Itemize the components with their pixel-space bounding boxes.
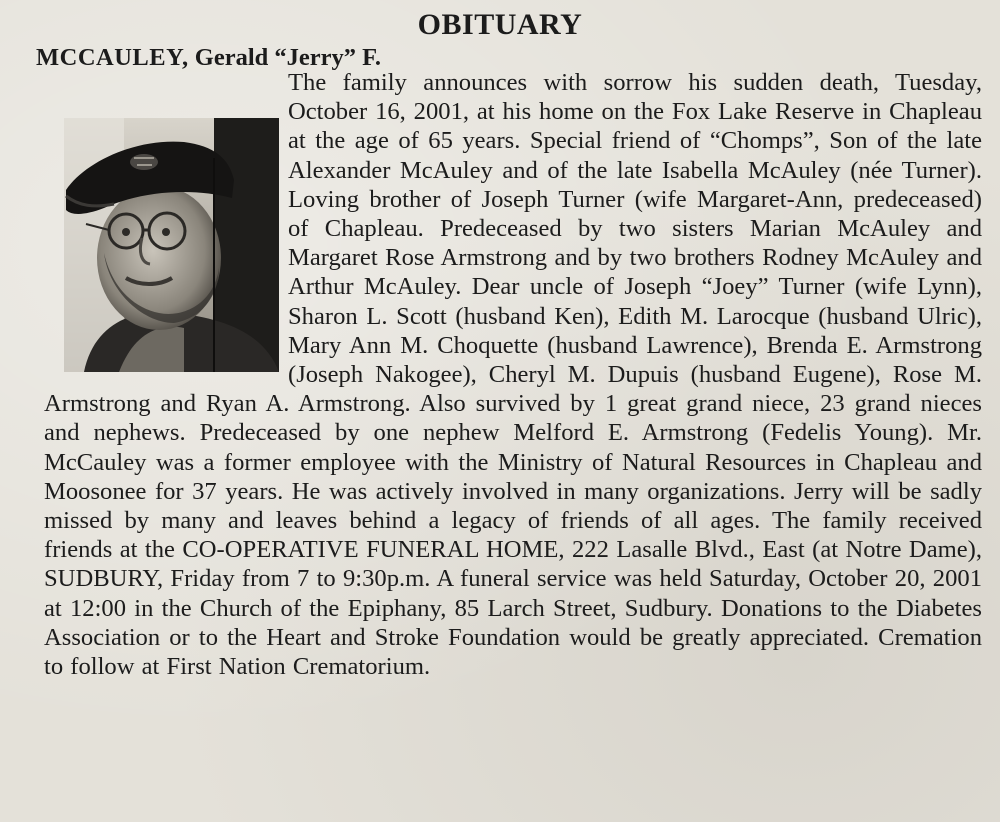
obituary-heading: OBITUARY — [417, 8, 583, 41]
deceased-surname: MCCAULEY, — [36, 44, 189, 71]
deceased-given-name: Gerald “Jerry” F. — [194, 44, 381, 71]
obituary-body-text: The family announces with sorrow his sudden death, Tuesday, October 16, 2001, at his home on the Fox Lake Reserve in Chapleau at the age of 65 years. Special friend of “Chomps”, Son of the late Alexander McAuley and of the late Isabella McAuley (née Turner). Loving brother of Joseph Turner (wife Margaret-Ann, predeceased) of Chapleau. Predeceased by two sisters Marian McAuley and Margaret Rose Armstrong and by two brothers Rodney McAuley and Arthur McAuley. Dear uncle of Joseph “Joey” Turner (wife Lynn), Sharon L. Scott (husband Ken), Edith M. Larocque (husband Ulric), Mary Ann M. Choquette (husband Lawrence), Brenda E. Armstrong (Joseph Nakogee), Cheryl M. Dupuis (husband Eugene), Rose M. Armstrong and Ryan A. Armstrong. Also survived by 1 great grand niece, 23 grand nieces and nephews. Predeceased by one nephew Melford E. Armstrong (Fedelis Young). Mr. McCauley was a former employee with the Ministry of Natural Resources in Chapleau and Moosonee for 37 years. He was actively involved in many organizations. Jerry will be sadly missed by many and leaves behind a legacy of friends of all ages. The family received friends at the CO-OPERATIVE FUNERAL HOME, 222 Lasalle Blvd., East (at Notre Dame), SUDBURY, Friday from 7 to 9:30p.m. A funeral service was held Saturday, October 20, 2001 at 12:00 in the Church of the Epiphany, 85 Larch Street, Sudbury. Donations to the Diabetes Association or to the Heart and Stroke Foundation would be greatly appreciated. Cremation to follow at First Nation Crematorium. — [44, 69, 982, 681]
photo-text-wrap-spacer — [44, 68, 288, 387]
obituary-body — [44, 68, 982, 681]
